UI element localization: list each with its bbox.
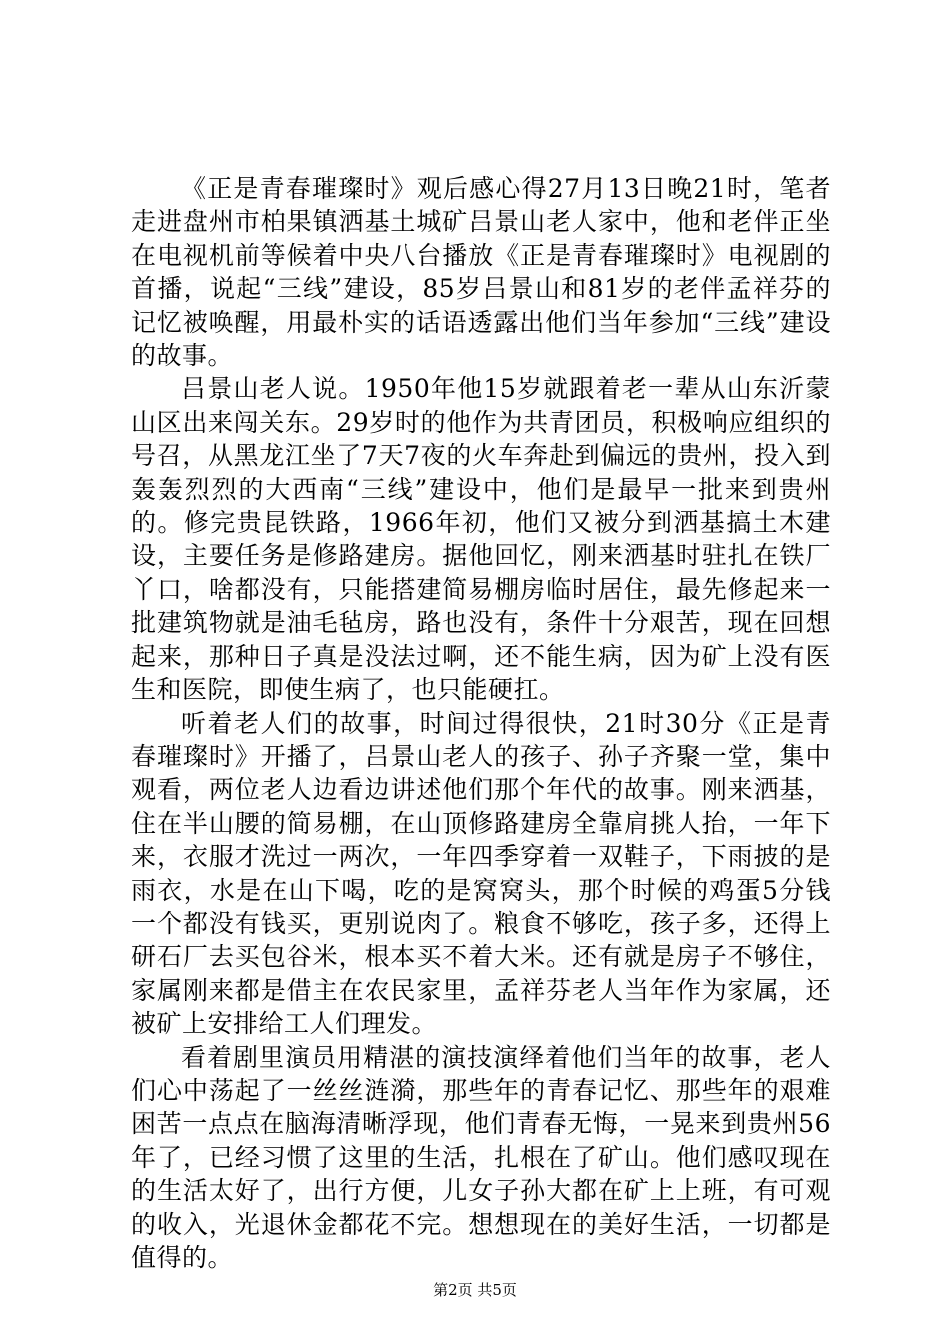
- article-body: [131, 172, 831, 1274]
- paragraph-3: 听着老人们的故事，时间过得很快，21时30分《正是青春璀璨时》开播了，吕景山老人的孩子、孙子齐聚一堂，集中观看，两位老人边看边讲述他们那个年代的故事。刚来洒基，住在半山腰的简易棚，在山顶修路建房全靠肩挑人抬，一年下来，衣服才洗过一两次，一年四季穿着一双鞋子，下雨披的是雨衣，水是在山下喝，吃的是窝窝头，那个时候的鸡蛋5分钱一个都没有钱买，更别说肉了。粮食不够吃，孩子多，还得上研石厂去买包谷米，根本买不着大米。还有就是房子不够住，家属刚来都是借主在农民家里，孟祥芬老人当年作为家属，还被矿上安排给工人们理发。: [131, 708, 831, 1039]
- paragraph-1: 《正是青春璀璨时》观后感心得27月13日晚21时，笔者走进盘州市柏果镇洒基土城矿吕景山老人家中，他和老伴正坐在电视机前等候着中央八台播放《正是青春璀璨时》电视剧的首播，说起“三线”建设，85岁吕景山和81岁的老伴孟祥芬的记忆被唤醒，用最朴实的话语透露出他们当年参加“三线”建设的故事。: [131, 174, 831, 371]
- paragraph-2: 吕景山老人说。1950年他15岁就跟着老一辈从山东沂蒙山区出来闯关东。29岁时的他作为共青团员，积极响应组织的号召，从黑龙江坐了7天7夜的火车奔赴到偏远的贵州，投入到轰轰烈烈的大西南“三线”建设中，他们是最早一批来到贵州的。修完贵昆铁路，1966年初，他们又被分到洒基搞土木建设，主要任务是修路建房。据他回忆，刚来洒基时驻扎在铁厂丫口，啥都没有，只能搭建简易棚房临时居住，最先修起来一批建筑物就是油毛毡房，路也没有，条件十分艰苦，现在回想起来，那种日子真是没法过啊，还不能生病，因为矿上没有医生和医院，即使生病了，也只能硬扛。: [131, 374, 831, 705]
- paragraph-4: 看着剧里演员用精湛的演技演绎着他们当年的故事，老人们心中荡起了一丝丝涟漪，那些年的青春记忆、那些年的艰难困苦一点点在脑海清晰浮现，他们青春无悔，一晃来到贵州56年了，已经习惯了这里的生活，扎根在了矿山。他们感叹现在的生活太好了，出行方便，儿女子孙大都在矿上上班，有可观的收入，光退休金都花不完。想想现在的美好生活，一切都是值得的。: [131, 1042, 831, 1272]
- page-footer: 第2页 共5页: [433, 1281, 517, 1299]
